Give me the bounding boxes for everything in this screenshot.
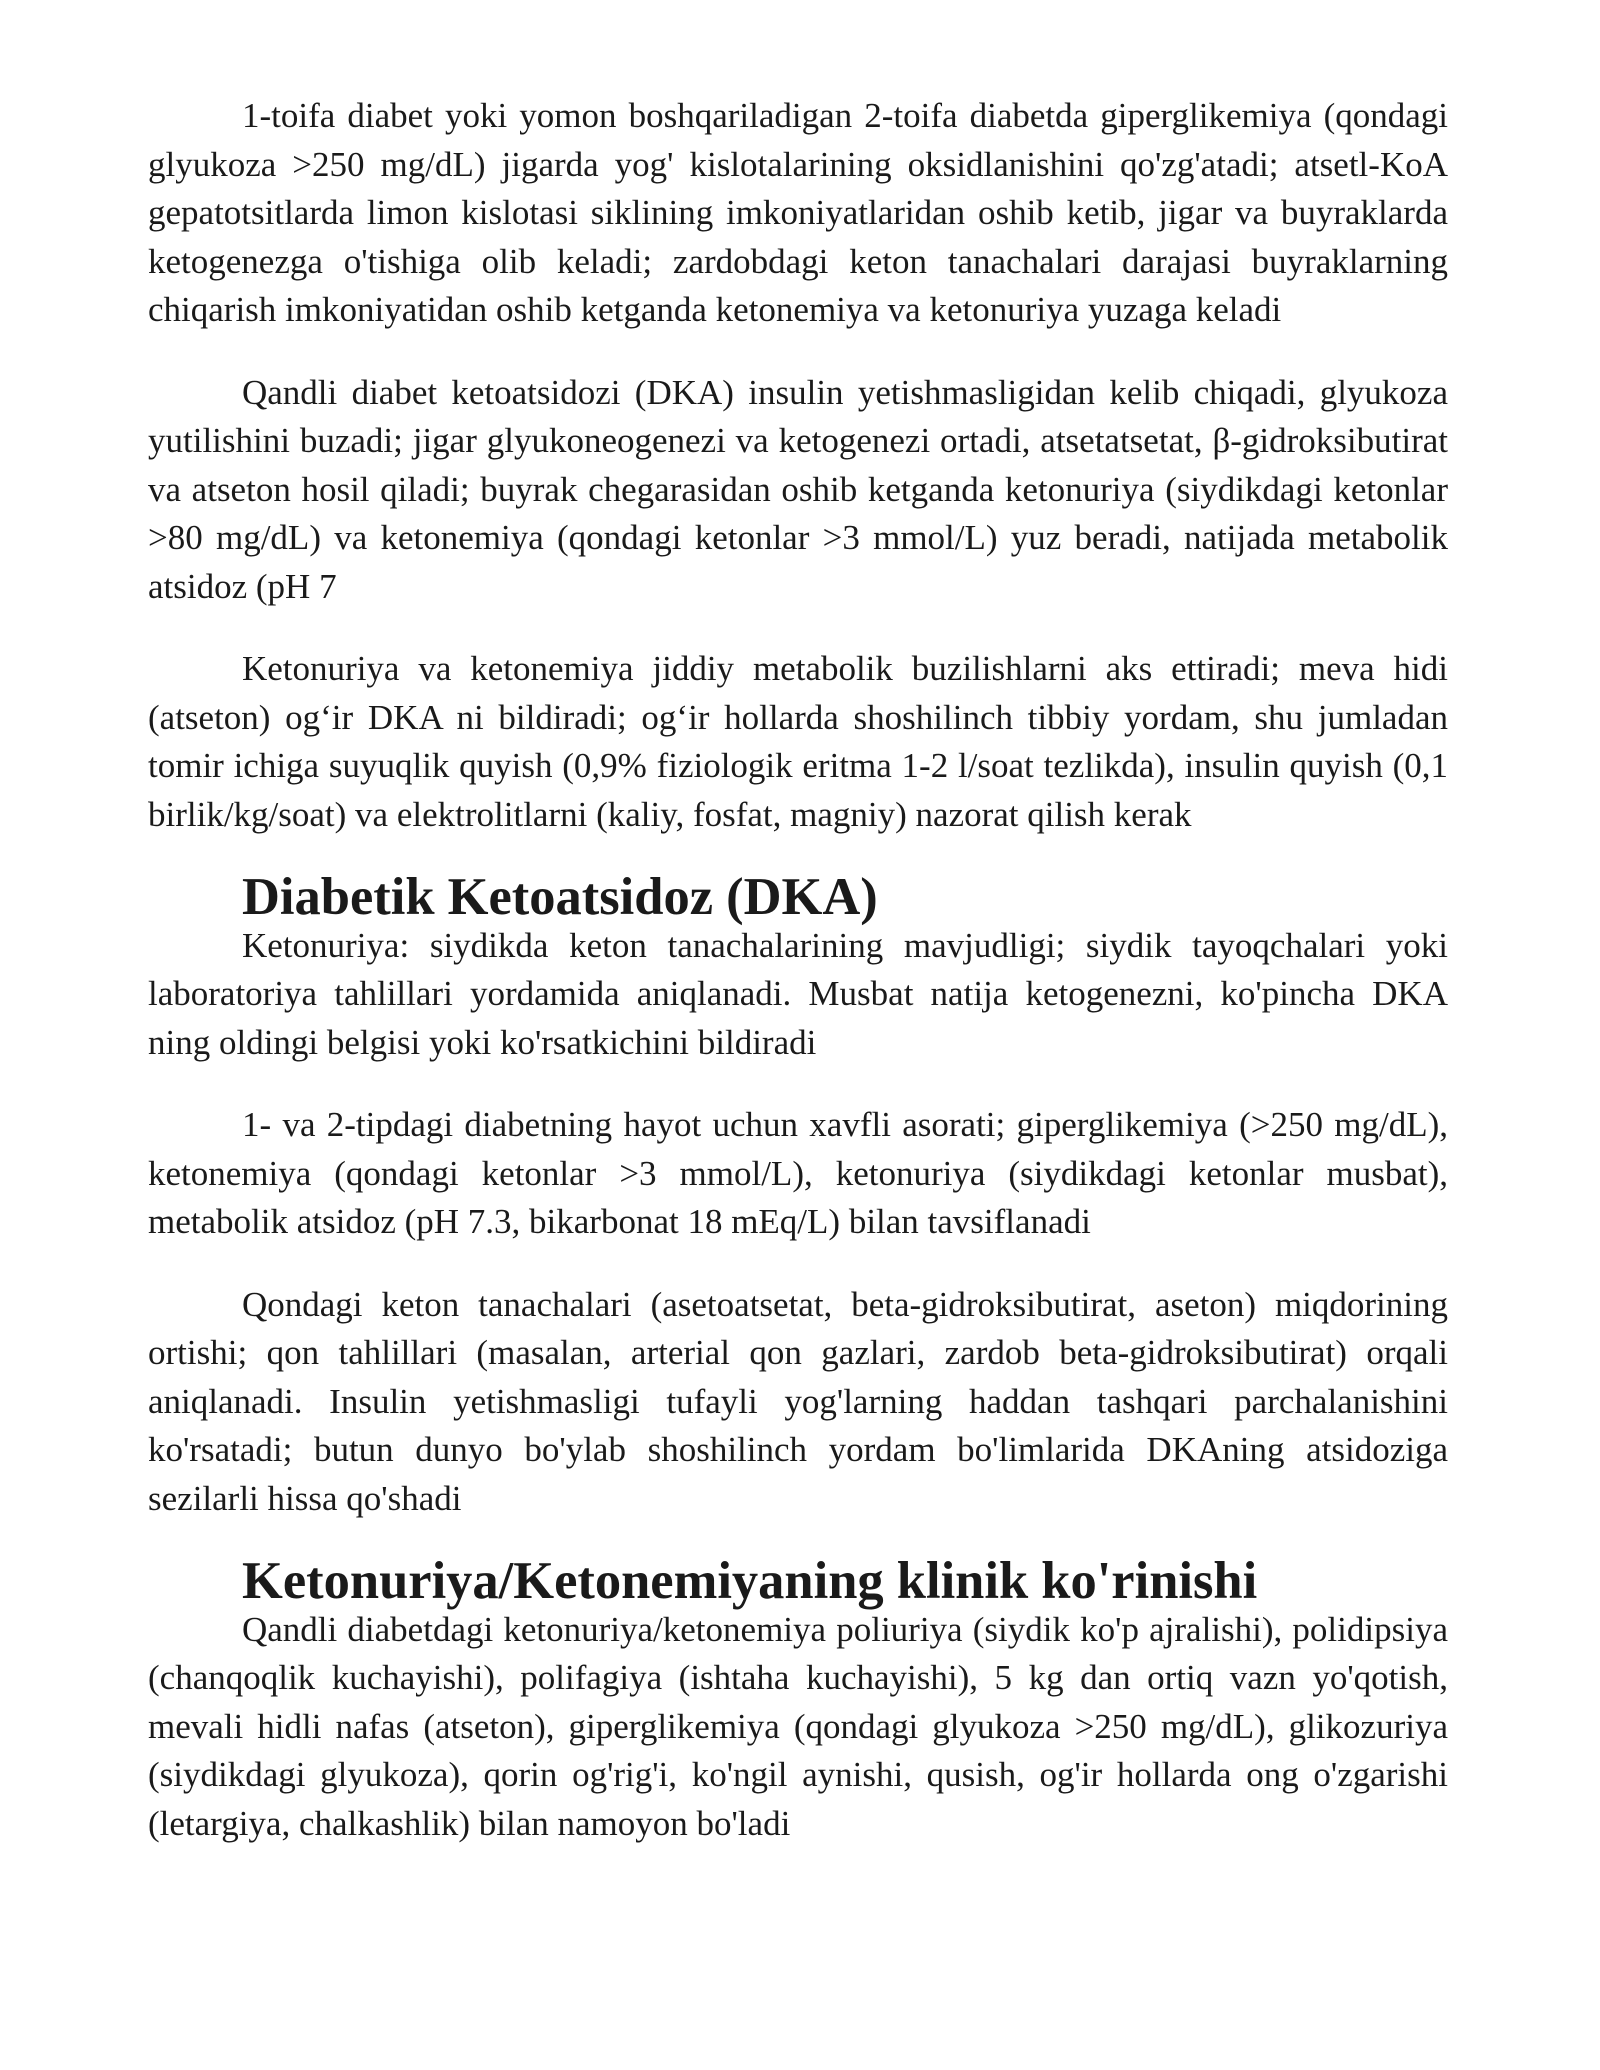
intro-paragraph-3: Ketonuriya va ketonemiya jiddiy metabolik buzilishlarni aks ettiradi; meva hidi (atseton) og‘ir DKA ni bildiradi; og‘ir hollarda shoshilinch tibbiy yordam, shu jumladan tomir ichiga suyuqlik quyish (0,9% fiziologik eritma 1-2 l/soat tezlikda), insulin quyish (0,1 birlik/kg/soat) va elektrolitlarni (kaliy, fosfat, magniy) nazorat qilish kerak [148,649,1448,834]
clinical-paragraph-1: Qandli diabetdagi ketonuriya/ketonemiya poliuriya (siydik ko'p ajralishi), polidipsiya (chanqoqlik kuchayishi), polifagiya (ishtaha kuchayishi), 5 kg dan ortiq vazn yo'qotish, mevali hidli nafas (atseton), giperglikemiya (qondagi glyukoza >250 mg/dL), glikozuriya (siydikdagi glyukoza), qorin og'rig'i, ko'ngil aynishi, qusish, og'ir hollarda ong o'zgarishi (letargiya, chalkashlik) bilan namoyon bo'ladi [148,1609,1448,1843]
intro-paragraph-2: Qandli diabet ketoatsidozi (DKA) insulin yetishmasligidan kelib chiqadi, glyukoza yutilishini buzadi; jigar glyukoneogenezi va ketogenezi ortadi, atsetatsetat, β-gidroksibutirat va atseton hosil qiladi; buyrak chegarasidan oshib ketganda ketonuriya (siydikdagi ketonlar >80 mg/dL) va ketonemiya (qondagi ketonlar >3 mmol/L) yuz beradi, natijada metabolik atsidoz (pH 7 [148,372,1448,606]
dka-paragraph-3: Qondagi keton tanachalari (asetoatsetat, beta-gidroksibutirat, aseton) miqdorining ortishi; qon tahlillari (masalan, arterial qon gazlari, zardob beta-gidroksibutirat) orqali aniqlanadi. Insulin yetishmasligi tufayli yog'larning haddan tashqari parchalanishini ko'rsatadi; butun dunyo bo'ylab shoshilinch yordam bo'limlarida DKAning atsidoziga sezilarli hissa qo'shadi [148,1284,1448,1518]
intro-paragraph-1: 1-toifa diabet yoki yomon boshqariladigan 2-toifa diabetda giperglikemiya (qondagi glyukoza >250 mg/dL) jigarda yog' kislotalarining oksidlanishini qo'zg'atadi; atsetl-KoA gepatotsitlarda limon kislotasi siklining imkoniyatlaridan oshib ketib, jigar va buyraklarda ketogenezga o'tishiga olib keladi; zardobdagi keton tanachalari darajasi buyraklarning chiqarish imkoniyatidan oshib ketganda ketonemiya va ketonuriya yuzaga keladi [148,96,1448,329]
dka-paragraph-1: Ketonuriya: siydikda keton tanachalarining mavjudligi; siydik tayoqchalari yoki laboratoriya tahlillari yordamida aniqlanadi. Musbat natija ketogenezni, ko'pincha DKA ning oldingi belgisi yoki ko'rsatkichini bildiradi [148,925,1448,1062]
document-page [148,92,1448,1882]
dka-paragraph-2: 1- va 2-tipdagi diabetning hayot uchun xavfli asorati; giperglikemiya (>250 mg/dL), ketonemiya (qondagi ketonlar >3 mmol/L), ketonuriya (siydikdagi ketonlar musbat), metabolik atsidoz (pH 7.3, bikarbonat 18 mEq/L) bilan tavsiflanadi [148,1105,1448,1241]
section-heading-dka: Diabetik Ketoatsidoz (DKA) [242,868,878,926]
section-heading-clinical: Ketonuriya/Ketonemiyaning klinik ko'rinishi [242,1552,1258,1610]
